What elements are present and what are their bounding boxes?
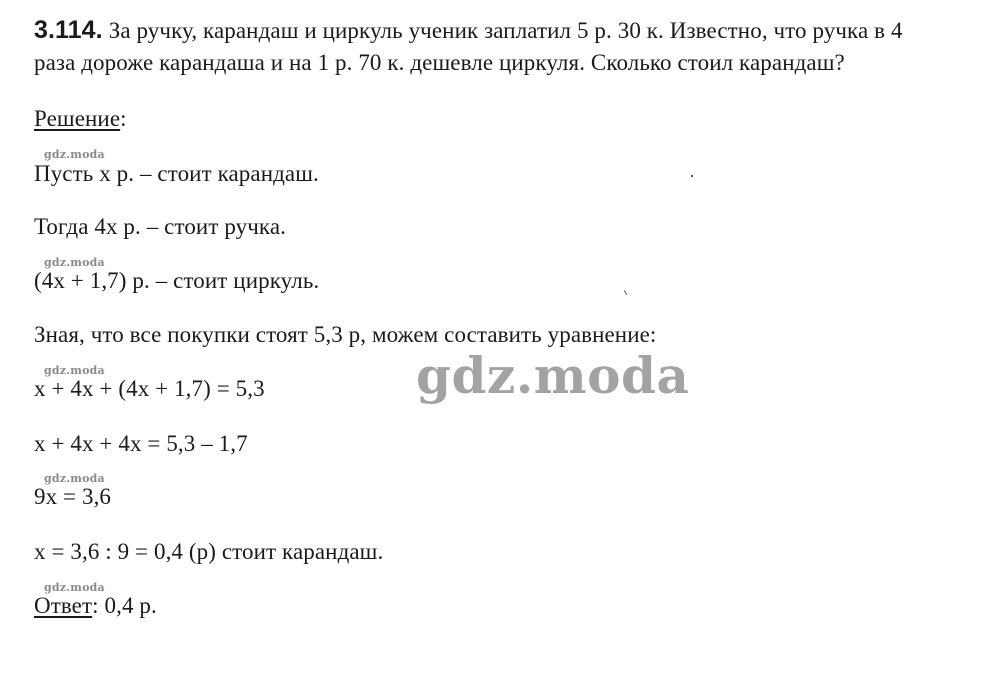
- equation-line: x = 3,6 : 9 = 0,4 (р) стоит карандаш.: [34, 539, 384, 564]
- watermark-small: gdz.moda: [44, 472, 105, 485]
- solution-line: Зная, что все покупки стоят 5,3 р, можем составить уравнение:: [34, 322, 657, 347]
- watermark-small: gdz.moda: [44, 256, 105, 269]
- problem-text-1: За ручку, карандаш и циркуль ученик заплатил 5 р. 30 к. Известно, что ручка в 4: [108, 18, 903, 43]
- solution-heading-colon: :: [120, 106, 127, 131]
- answer-row: [34, 592, 157, 620]
- answer-label: Ответ: [34, 593, 93, 618]
- solution-line: Пусть x р. – стоит карандаш.: [34, 161, 319, 186]
- watermark-small: gdz.moda: [44, 148, 105, 161]
- equation-line: x + 4x + 4x = 5,3 – 1,7: [34, 431, 248, 456]
- solution-heading-row: [34, 105, 127, 133]
- watermark-small: gdz.moda: [44, 581, 105, 594]
- problem-line-1: [34, 16, 903, 45]
- solution-line: (4x + 1,7) р. – стоит циркуль.: [34, 268, 320, 293]
- watermark-small: gdz.moda: [44, 364, 105, 377]
- scan-speck: [691, 175, 693, 177]
- scan-speck: [624, 290, 627, 295]
- solution-line: Тогда 4x р. – стоит ручка.: [34, 214, 286, 239]
- equation-line: 9x = 3,6: [34, 484, 112, 509]
- solution-heading: Решение: [34, 106, 121, 131]
- problem-line-2: раза дороже карандаша и на 1 р. 70 к. дешевле циркуля. Сколько стоил карандаш?: [34, 50, 845, 75]
- answer-value: : 0,4 р.: [92, 593, 157, 618]
- problem-number: 3.114.: [34, 16, 103, 44]
- equation-line: x + 4x + (4x + 1,7) = 5,3: [34, 376, 265, 401]
- watermark-large: gdz.moda: [416, 346, 690, 405]
